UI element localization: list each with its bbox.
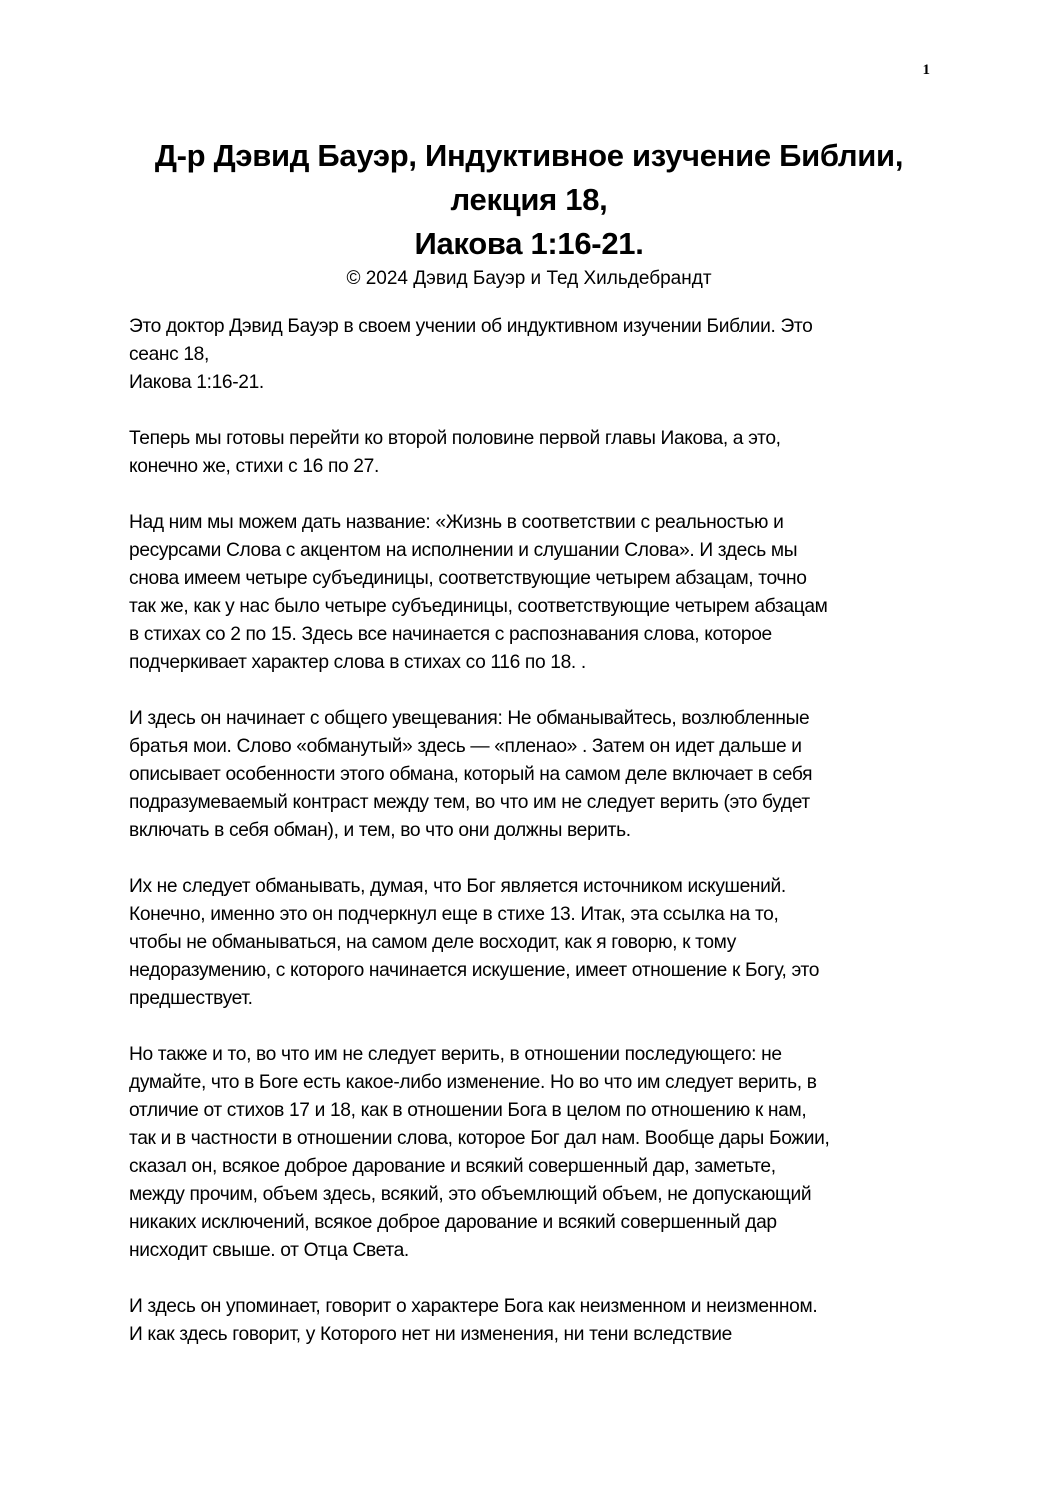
paragraph-line: описывает особенности этого обмана, который на самом деле включает в себя bbox=[129, 764, 813, 785]
paragraph-line: И здесь он начинает с общего увещевания: Не обманывайтесь, возлюбленные bbox=[129, 708, 810, 729]
paragraph-line: ресурсами Слова с акцентом на исполнении и слушании Слова». И здесь мы bbox=[129, 540, 798, 561]
paragraph-line: недоразумению, с которого начинается искушение, имеет отношение к Богу, это bbox=[129, 960, 820, 981]
paragraph-line: в стихах со 2 по 15. Здесь все начинается с распознавания слова, которое bbox=[129, 624, 772, 645]
paragraph-line: Конечно, именно это он подчеркнул еще в стихе 13. Итак, эта ссылка на то, bbox=[129, 904, 779, 925]
body-paragraph bbox=[129, 425, 929, 481]
paragraph-line: подразумеваемый контраст между тем, во что им не следует верить (это будет bbox=[129, 792, 810, 813]
paragraph-line: Это доктор Дэвид Бауэр в своем учении об индуктивном изучении Библии. Это bbox=[129, 316, 813, 337]
paragraph-line: включать в себя обман), и тем, во что они должны верить. bbox=[129, 820, 631, 841]
paragraph-line: предшествует. bbox=[129, 988, 253, 1009]
body-paragraph bbox=[129, 1293, 929, 1349]
paragraph-line: думайте, что в Боге есть какое-либо изменение. Но во что им следует верить, в bbox=[129, 1072, 817, 1093]
paragraph-line: чтобы не обманываться, на самом деле восходит, как я говорю, к тому bbox=[129, 932, 736, 953]
document-title-line-1: Д-р Дэвид Бауэр, Индуктивное изучение Библии, bbox=[154, 138, 904, 173]
paragraph-line: нисходит свыше. от Отца Света. bbox=[129, 1240, 409, 1261]
paragraph-line: сказал он, всякое доброе дарование и всякий совершенный дар, заметьте, bbox=[129, 1156, 776, 1177]
document-title-line-3: Иакова 1:16-21. bbox=[414, 226, 644, 261]
paragraph-line: И как здесь говорит, у Которого нет ни изменения, ни тени вследствие bbox=[129, 1324, 732, 1345]
paragraph-line: снова имеем четыре субъединицы, соответствующие четырем абзацам, точно bbox=[129, 568, 807, 589]
paragraph-line: подчеркивает характер слова в стихах со 116 по 18. . bbox=[129, 652, 586, 673]
body-paragraph bbox=[129, 873, 929, 1013]
paragraph-line: Над ним мы можем дать название: «Жизнь в соответствии с реальностью и bbox=[129, 512, 784, 533]
paragraph-line: отличие от стихов 17 и 18, как в отношении Бога в целом по отношению к нам, bbox=[129, 1100, 807, 1121]
paragraph-line: братья мои. Слово «обманутый» здесь — «пленао» . Затем он идет дальше и bbox=[129, 736, 802, 757]
paragraph-line: сеанс 18, bbox=[129, 344, 209, 365]
paragraph-line: конечно же, стихи с 16 по 27. bbox=[129, 456, 379, 477]
paragraph-line: так и в частности в отношении слова, которое Бог дал нам. Вообще дары Божии, bbox=[129, 1128, 830, 1149]
paragraph-line: Теперь мы готовы перейти ко второй половине первой главы Иакова, а это, bbox=[129, 428, 781, 449]
body-paragraph bbox=[129, 313, 929, 397]
document-title-line-2: лекция 18, bbox=[450, 182, 608, 217]
paragraph-line: Их не следует обманывать, думая, что Бог является источником искушений. bbox=[129, 876, 786, 897]
paragraph-line: между прочим, объем здесь, всякий, это объемлющий объем, не допускающий bbox=[129, 1184, 812, 1205]
body-paragraph bbox=[129, 509, 929, 677]
paragraph-line: Иакова 1:16-21. bbox=[129, 372, 264, 393]
body-paragraph bbox=[129, 1041, 929, 1265]
page-number: 1 bbox=[922, 62, 930, 78]
paragraph-line: Но также и то, во что им не следует верить, в отношении последующего: не bbox=[129, 1044, 782, 1065]
paragraph-line: никаких исключений, всякое доброе дарование и всякий совершенный дар bbox=[129, 1212, 777, 1233]
body-paragraph bbox=[129, 705, 929, 845]
document-header bbox=[0, 134, 1058, 292]
paragraph-line: И здесь он упоминает, говорит о характере Бога как неизменном и неизменном. bbox=[129, 1296, 818, 1317]
copyright-notice: © 2024 Дэвид Бауэр и Тед Хильдебрандт bbox=[346, 268, 712, 289]
paragraph-line: так же, как у нас было четыре субъединицы, соответствующие четырем абзацам bbox=[129, 596, 828, 617]
document-body bbox=[129, 313, 929, 1377]
